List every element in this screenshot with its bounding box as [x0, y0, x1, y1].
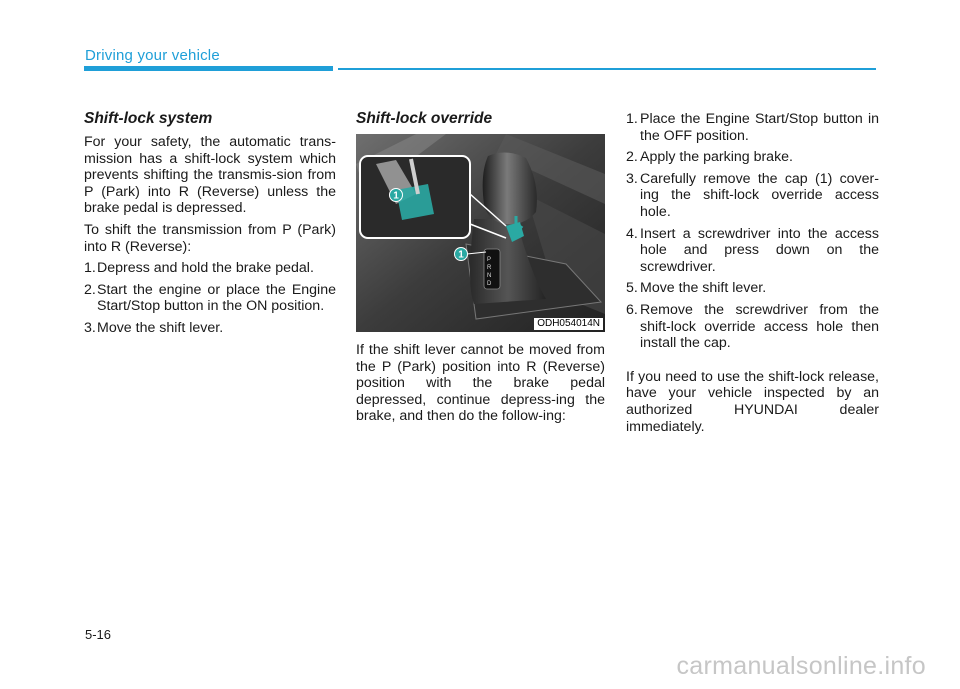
step-number: 1.	[626, 111, 638, 127]
shift-lever-illustration	[356, 134, 605, 332]
right-step-4	[626, 226, 879, 276]
step-number: 4.	[626, 225, 638, 242]
step-text: Carefully remove the cap (1) cover-ing the shift-lock override access hole.	[640, 170, 879, 220]
dealer-advice-paragraph: If you need to use the shift-lock release, have your vehicle inspected by an authorized HYUNDAI dealer immediately.	[626, 368, 879, 435]
step-number: 2.	[84, 281, 96, 298]
svg-text:D: D	[487, 281, 492, 287]
shift-lever-image	[356, 134, 605, 332]
right-column	[626, 111, 879, 440]
step-number: 3.	[626, 170, 638, 187]
step-number: 5.	[626, 280, 638, 297]
right-step-6	[626, 302, 879, 352]
step-text: Remove the screwdriver from the shift-lock override access hole then install the cap.	[640, 301, 879, 352]
step-text: Move the shift lever.	[640, 280, 767, 297]
right-step-3	[626, 171, 879, 221]
left-step-1	[84, 260, 336, 277]
section-header-title: Driving your vehicle	[85, 47, 220, 64]
shift-lock-system-title: Shift-lock system	[84, 110, 213, 127]
step-text: Insert a screwdriver into the access hole and press down on the screwdriver.	[640, 225, 879, 275]
step-number: 1.	[84, 260, 96, 277]
step-text: Place the Engine Start/Stop button in the OFF position.	[640, 111, 879, 144]
header-rule-thick	[84, 66, 333, 71]
step-number: 3.	[84, 319, 96, 336]
svg-text:P: P	[487, 257, 492, 263]
spacer	[626, 357, 879, 369]
callout-number-2: 1	[458, 249, 464, 261]
step-number: 6.	[626, 301, 638, 318]
left-column	[84, 110, 336, 342]
right-step-1	[626, 111, 879, 144]
shift-lock-instruction-paragraph: To shift the transmission from P (Park) into R (Reverse):	[84, 221, 336, 255]
step-number: 2.	[626, 149, 638, 166]
svg-text:N: N	[487, 273, 492, 279]
figure-code-label: ODH054014N	[534, 318, 603, 330]
step-text: Start the engine or place the Engine Start/Stop button in the ON position.	[97, 281, 336, 315]
right-step-5	[626, 280, 879, 297]
right-step-2	[626, 149, 879, 166]
page-number: 5-16	[85, 627, 112, 642]
step-text: Move the shift lever.	[97, 319, 224, 336]
left-step-2	[84, 282, 336, 315]
step-text: Depress and hold the brake pedal.	[97, 260, 314, 277]
shift-lock-override-title: Shift-lock override	[356, 110, 493, 127]
svg-text:R: R	[487, 265, 492, 271]
step-text: Apply the parking brake.	[640, 149, 794, 166]
header-rule-thin	[338, 68, 876, 70]
shift-lock-intro-paragraph: For your safety, the automatic trans-mission has a shift-lock system which prevents shifting the transmis-sion from P (Park) into R (Reverse) unless the brake pedal is depressed.	[84, 134, 336, 217]
callout-number-1: 1	[393, 190, 399, 202]
left-step-3	[84, 320, 336, 337]
middle-column	[356, 110, 605, 430]
override-paragraph: If the shift lever cannot be moved from the P (Park) position into R (Reverse) position with the brake pedal depressed, continue depress-ing the brake, and then do the follow-ing:	[356, 342, 605, 425]
watermark-text: carmanualsonline.info	[676, 652, 926, 680]
